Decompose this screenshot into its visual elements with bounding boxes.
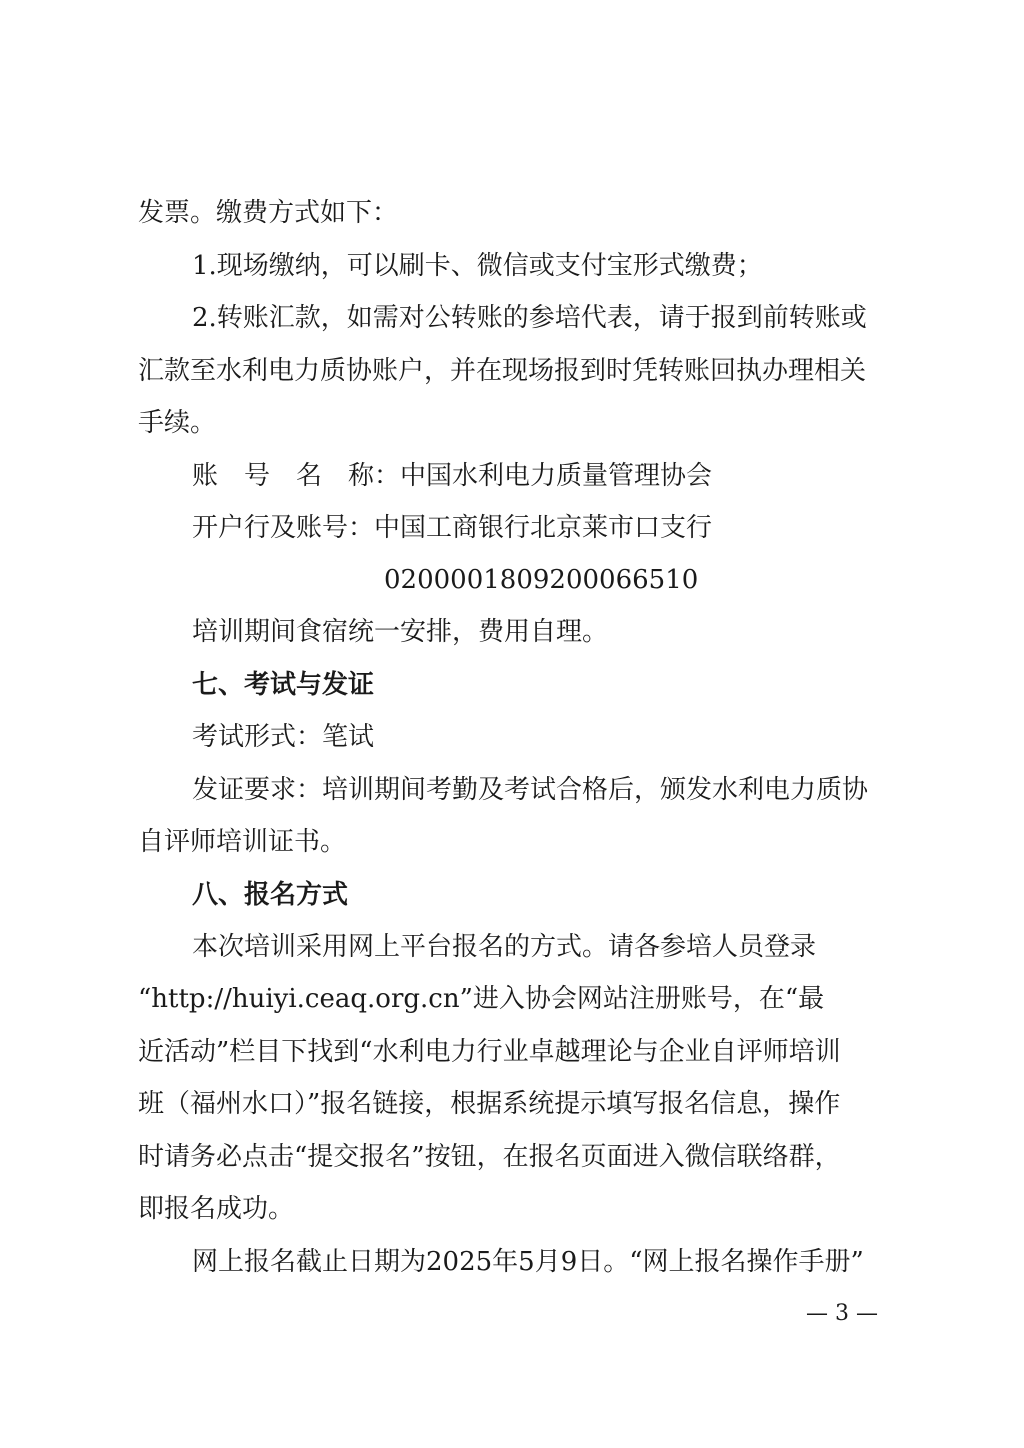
- text-line-deadline: 网上报名截止日期为2025年5月9日。“网上报名操作手册”: [192, 1247, 864, 1277]
- section-heading-registration: 八、报名方式: [192, 880, 349, 910]
- text-line-registration-submit: 时请务必点击“提交报名”按钮，在报名页面进入微信联络群，: [138, 1142, 841, 1172]
- text-line-accommodation: 培训期间食宿统一安排，费用自理。: [192, 617, 609, 647]
- text-line-registration-intro: 本次培训采用网上平台报名的方式。请各参培人员登录: [192, 932, 817, 962]
- section-heading-exam: 七、考试与发证: [192, 670, 375, 700]
- text-line-transfer-continued: 汇款至水利电力质协账户，并在现场报到时凭转账回执办理相关: [138, 356, 867, 386]
- account-number: 0200001809200066510: [384, 565, 699, 595]
- text-line-registration-activity: 近活动”栏目下找到“水利电力行业卓越理论与企业自评师培训: [138, 1037, 841, 1067]
- text-line-registration-link: 班（福州水口）”报名链接，根据系统提示填写报名信息，操作: [138, 1089, 841, 1119]
- bank-line: 开户行及账号：中国工商银行北京莱市口支行: [192, 513, 713, 543]
- text-line-payment-transfer: 2.转账汇款，如需对公转账的参培代表，请于报到前转账或: [192, 303, 867, 333]
- text-line-procedures: 手续。: [138, 408, 217, 438]
- page-number: — 3 —: [806, 1301, 878, 1326]
- text-line-invoice: 发票。缴费方式如下：: [138, 198, 399, 228]
- text-line-certificate-continued: 自评师培训证书。: [138, 827, 347, 857]
- text-line-certificate: 发证要求：培训期间考勤及考试合格后，颁发水利电力质协: [192, 775, 869, 805]
- text-line-registration-url: “http://huiyi.ceaq.org.cn”进入协会网站注册账号，在“最: [138, 984, 825, 1014]
- text-line-registration-success: 即报名成功。: [138, 1194, 295, 1224]
- text-line-payment-onsite: 1.现场缴纳，可以刷卡、微信或支付宝形式缴费；: [192, 251, 763, 281]
- text-line-exam-form: 考试形式：笔试: [192, 722, 375, 752]
- account-name-line: 账 号 名 称：中国水利电力质量管理协会: [192, 461, 713, 491]
